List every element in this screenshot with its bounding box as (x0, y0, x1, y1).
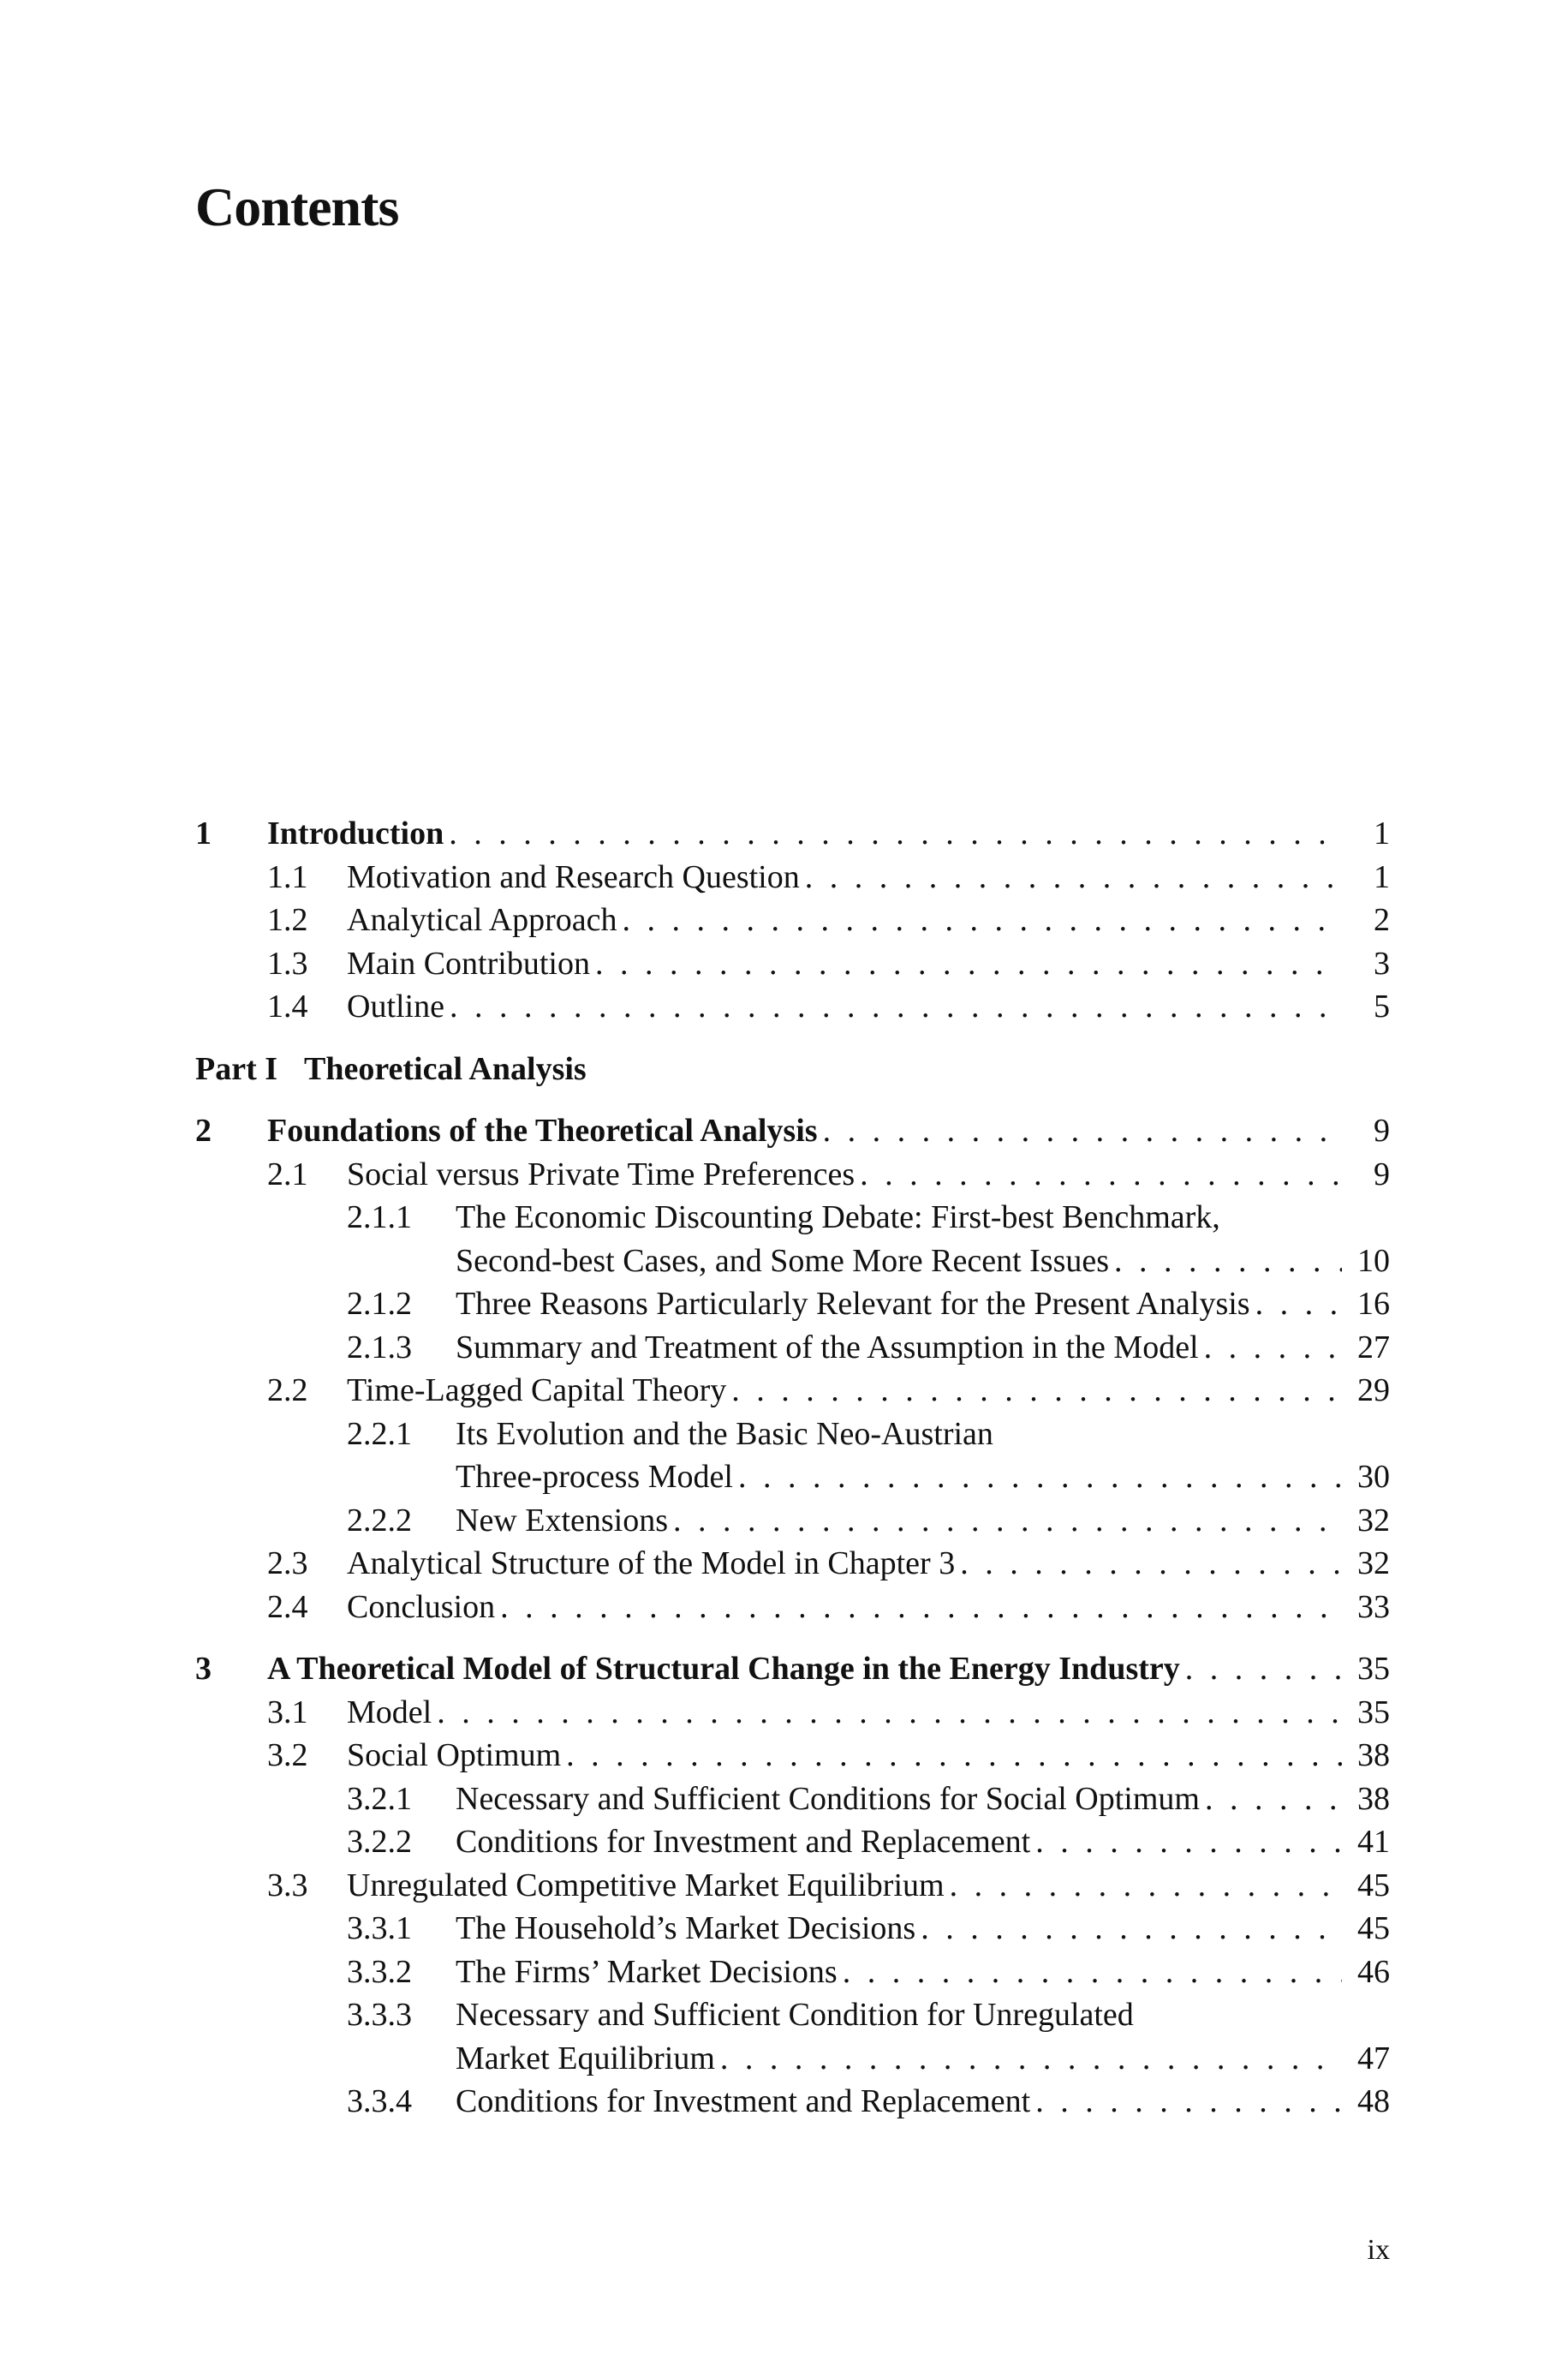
dot-leader (673, 1499, 1342, 1543)
toc-entry-chapter (195, 1109, 1390, 1153)
toc-entry-section (195, 942, 1390, 986)
toc-entry-sub (195, 1778, 1390, 1821)
toc-entry-section (195, 1864, 1390, 1908)
dot-leader (437, 1691, 1342, 1735)
toc-entry-number: 3.3.2 (347, 1953, 412, 1990)
dot-leader (623, 899, 1342, 942)
dot-leader (1255, 1282, 1342, 1326)
toc-entry-title-text: Market Equilibrium (456, 2040, 715, 2076)
toc-entry-sub (195, 1196, 1390, 1240)
toc-entry-title-text: Foundations of the Theoretical Analysis (267, 1113, 818, 1149)
toc-entry-number: 3.1 (267, 1694, 308, 1730)
toc-entry-title (456, 1240, 1390, 1283)
toc-entry-page: 35 (1357, 1694, 1390, 1730)
toc-entry-title-text: The Firms’ Market Decisions (456, 1953, 838, 1990)
toc-entry-number: 3.3.1 (347, 1910, 412, 1946)
dot-leader (566, 1734, 1342, 1778)
toc-entry-page: 10 (1357, 1242, 1390, 1279)
toc-entry-number: 2.1 (267, 1156, 308, 1192)
toc-entry-title (456, 1413, 1390, 1456)
toc-entry-title (456, 1993, 1390, 2037)
toc-entry-title (347, 1586, 1390, 1629)
toc-entry-page: 1 (1374, 816, 1390, 851)
toc-entry-section (195, 899, 1390, 942)
toc-entry-section (195, 1586, 1390, 1629)
toc-entry-section (195, 1369, 1390, 1413)
toc-entry-section (195, 1734, 1390, 1778)
toc-entry-number: 3.3 (267, 1867, 308, 1903)
toc-entry-number: 2.1.3 (347, 1329, 412, 1365)
toc-entry-title-text: Theoretical Analysis (304, 1050, 587, 1087)
dot-leader (738, 1455, 1342, 1499)
toc-entry-page: 5 (1374, 989, 1390, 1025)
dot-leader (595, 942, 1342, 986)
toc-entry-page: 16 (1357, 1286, 1390, 1322)
toc-entry-title-text: Time-Lagged Capital Theory (347, 1372, 727, 1408)
toc-entry-title-text: Analytical Approach (347, 902, 617, 938)
toc-entry-title (456, 1326, 1390, 1370)
dot-leader (960, 1542, 1342, 1586)
dot-leader (921, 1907, 1342, 1951)
toc-entry-title (267, 1647, 1390, 1691)
toc-part-heading (195, 1048, 1390, 1091)
toc-entry-title (347, 1542, 1390, 1586)
toc-entry-number: 3 (195, 1651, 212, 1687)
toc-entry-title (456, 1282, 1390, 1326)
toc-entry-page: 2 (1374, 902, 1390, 938)
dot-leader (805, 856, 1342, 899)
toc-entry-title (347, 985, 1390, 1029)
toc-entry-sub (195, 1499, 1390, 1543)
toc-entry-section (195, 856, 1390, 899)
toc-entry-title-text: Social versus Private Time Preferences (347, 1156, 856, 1192)
toc-entry-page: 32 (1357, 1545, 1390, 1581)
toc-entry-title (347, 1369, 1390, 1413)
toc-entry-number: 1.4 (267, 989, 308, 1025)
toc-entry-title-text: Motivation and Research Question (347, 858, 800, 895)
toc-entry-title-text: The Economic Discounting Debate: First-best Benchmark, (456, 1199, 1220, 1235)
toc-entry-number: 3.3.3 (347, 1997, 412, 2033)
toc-entry-title (456, 1778, 1390, 1821)
toc-entry-sub (195, 2080, 1390, 2124)
toc-entry-page: 32 (1357, 1502, 1390, 1539)
dot-leader (823, 1109, 1342, 1153)
toc-entry-title-text: Necessary and Sufficient Condition for Unregulated (456, 1997, 1134, 2033)
toc-entry-page: 46 (1357, 1953, 1390, 1990)
dot-leader (731, 1369, 1342, 1413)
toc-entry-sub (195, 1907, 1390, 1951)
toc-entry-title-text: Three Reasons Particularly Relevant for the Present Analysis (456, 1286, 1250, 1322)
toc-entry-title-text: Conclusion (347, 1588, 496, 1625)
toc-entry-title (456, 1196, 1390, 1240)
toc-entry-title (347, 1153, 1390, 1197)
page-title: Contents (195, 176, 399, 237)
toc-entry-number: Part I (195, 1050, 278, 1087)
toc-entry-page: 41 (1357, 1824, 1390, 1860)
toc-entry-number: 2.2 (267, 1372, 308, 1408)
toc-entry-number: 1.2 (267, 902, 308, 938)
toc-entry-sub (195, 1413, 1390, 1456)
toc-entry-title-text: Conditions for Investment and Replacement (456, 2083, 1031, 2119)
toc-entry-page: 30 (1357, 1459, 1390, 1495)
toc-entry-title-text: Summary and Treatment of the Assumption in the Model (456, 1329, 1199, 1365)
toc-entry-title (456, 2037, 1390, 2081)
toc-entry-title-text: Necessary and Sufficient Conditions for Social Optimum (456, 1780, 1200, 1817)
toc-entry-title (304, 1048, 1390, 1091)
toc-entry-title-text: Unregulated Competitive Market Equilibrium (347, 1867, 945, 1903)
toc-entry-page: 33 (1357, 1588, 1390, 1625)
toc-entry-section (195, 985, 1390, 1029)
dot-leader (500, 1586, 1342, 1629)
toc-entry-sub (195, 1820, 1390, 1864)
toc-entry-section (195, 1542, 1390, 1586)
table-of-contents (195, 812, 1390, 2124)
toc-entry-title (267, 812, 1390, 856)
toc-entry-title-text: Introduction (267, 816, 444, 851)
toc-entry-cont (195, 2037, 1390, 2081)
toc-entry-number: 2.1.1 (347, 1199, 412, 1235)
toc-entry-page: 38 (1357, 1737, 1390, 1773)
toc-entry-title-text: Outline (347, 989, 444, 1025)
toc-entry-title (347, 899, 1390, 942)
toc-entry-title-text: Conditions for Investment and Replacement (456, 1824, 1031, 1860)
toc-entry-title-text: Its Evolution and the Basic Neo-Austrian (456, 1415, 993, 1452)
toc-entry-sub (195, 1951, 1390, 1994)
toc-entry-title (456, 1820, 1390, 1864)
toc-entry-page: 29 (1357, 1372, 1390, 1408)
toc-entry-title-text: Three-process Model (456, 1459, 733, 1495)
toc-entry-cont (195, 1455, 1390, 1499)
dot-leader (843, 1951, 1342, 1994)
toc-entry-title-text: The Household’s Market Decisions (456, 1910, 916, 1946)
dot-leader (450, 985, 1342, 1029)
toc-entry-page: 1 (1374, 858, 1390, 895)
dot-leader (449, 812, 1342, 856)
dot-leader (950, 1864, 1342, 1908)
toc-entry-page: 27 (1357, 1329, 1390, 1365)
toc-entry-title-text: Main Contribution (347, 945, 590, 982)
toc-entry-title-text: A Theoretical Model of Structural Change in the Energy Industry (267, 1651, 1180, 1687)
toc-entry-title-text: Social Optimum (347, 1737, 562, 1773)
toc-entry-page: 35 (1357, 1651, 1390, 1687)
dot-leader (1114, 1240, 1342, 1283)
toc-entry-chapter (195, 812, 1390, 856)
toc-entry-number: 2.1.2 (347, 1286, 412, 1322)
toc-entry-title (347, 1864, 1390, 1908)
toc-entry-number: 3.2 (267, 1737, 308, 1773)
toc-entry-page: 9 (1374, 1113, 1390, 1149)
toc-entry-title (267, 1109, 1390, 1153)
toc-entry-title (347, 1691, 1390, 1735)
toc-entry-number: 3.2.1 (347, 1780, 412, 1817)
toc-entry-title (456, 2080, 1390, 2124)
toc-entry-title (347, 1734, 1390, 1778)
dot-leader (720, 2037, 1342, 2081)
dot-leader (1035, 2080, 1342, 2124)
toc-entry-title-text: New Extensions (456, 1502, 669, 1539)
dot-leader (1205, 1778, 1342, 1821)
toc-entry-page: 47 (1357, 2040, 1390, 2076)
toc-entry-title (347, 856, 1390, 899)
page-number: ix (1367, 2234, 1390, 2266)
toc-entry-section (195, 1691, 1390, 1735)
toc-entry-page: 3 (1374, 945, 1390, 982)
dot-leader (1185, 1647, 1342, 1691)
toc-entry-sub (195, 1282, 1390, 1326)
toc-entry-number: 2.4 (267, 1588, 308, 1625)
toc-entry-section (195, 1153, 1390, 1197)
dot-leader (1204, 1326, 1342, 1370)
toc-entry-number: 1.1 (267, 858, 308, 895)
toc-entry-title (347, 942, 1390, 986)
toc-entry-page: 45 (1357, 1910, 1390, 1946)
toc-entry-title (456, 1907, 1390, 1951)
dot-leader (1035, 1820, 1342, 1864)
toc-entry-number: 2 (195, 1113, 212, 1149)
toc-entry-number: 2.2.2 (347, 1502, 412, 1539)
toc-entry-chapter (195, 1647, 1390, 1691)
toc-entry-page: 9 (1374, 1156, 1390, 1192)
toc-entry-number: 3.2.2 (347, 1824, 412, 1860)
dot-leader (860, 1153, 1342, 1197)
toc-entry-page: 38 (1357, 1780, 1390, 1817)
toc-entry-title (456, 1499, 1390, 1543)
toc-entry-title (456, 1951, 1390, 1994)
toc-entry-number: 1 (195, 816, 212, 851)
toc-entry-title-text: Model (347, 1694, 432, 1730)
toc-entry-sub (195, 1326, 1390, 1370)
toc-entry-title-text: Second-best Cases, and Some More Recent Issues (456, 1242, 1110, 1279)
toc-entry-title (456, 1455, 1390, 1499)
toc-entry-number: 1.3 (267, 945, 308, 982)
toc-entry-number: 3.3.4 (347, 2083, 412, 2119)
toc-entry-number: 2.3 (267, 1545, 308, 1581)
toc-entry-page: 45 (1357, 1867, 1390, 1903)
toc-entry-sub (195, 1993, 1390, 2037)
toc-entry-title-text: Analytical Structure of the Model in Chapter 3 (347, 1545, 956, 1581)
toc-entry-number: 2.2.1 (347, 1415, 412, 1452)
toc-entry-cont (195, 1240, 1390, 1283)
toc-entry-page: 48 (1357, 2083, 1390, 2119)
